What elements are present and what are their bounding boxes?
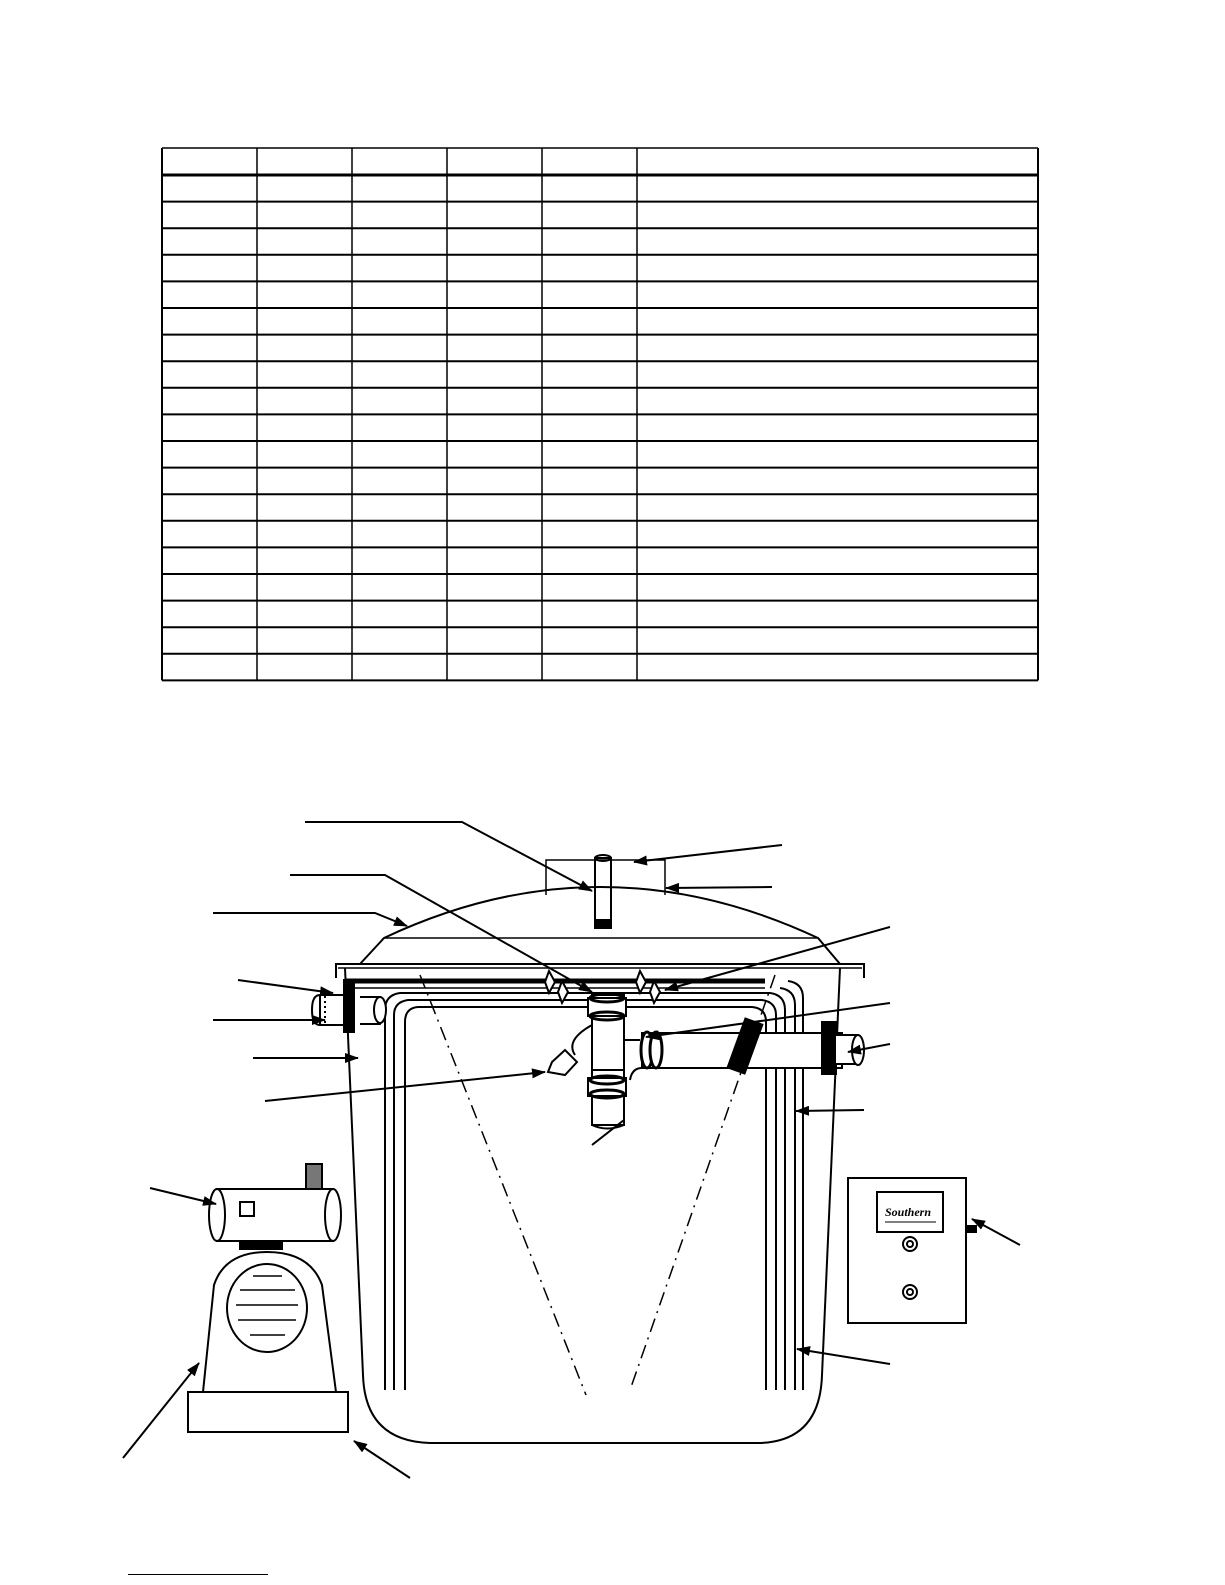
valve-right <box>636 971 660 1003</box>
blower-housing <box>203 1252 336 1392</box>
float-switch <box>548 1025 592 1075</box>
flow-line-left <box>420 975 586 1395</box>
vent-pipe <box>595 855 611 928</box>
center-tee <box>588 994 626 1145</box>
lid-rim <box>336 964 864 978</box>
footer-rule <box>128 1574 268 1575</box>
blower-base <box>188 1392 348 1432</box>
control-panel <box>848 1178 976 1323</box>
control-panel-logo: Southern <box>885 1205 932 1219</box>
leader-lines <box>123 822 1020 1478</box>
outlet-pipe <box>624 1018 864 1080</box>
blower-motor <box>209 1164 341 1249</box>
